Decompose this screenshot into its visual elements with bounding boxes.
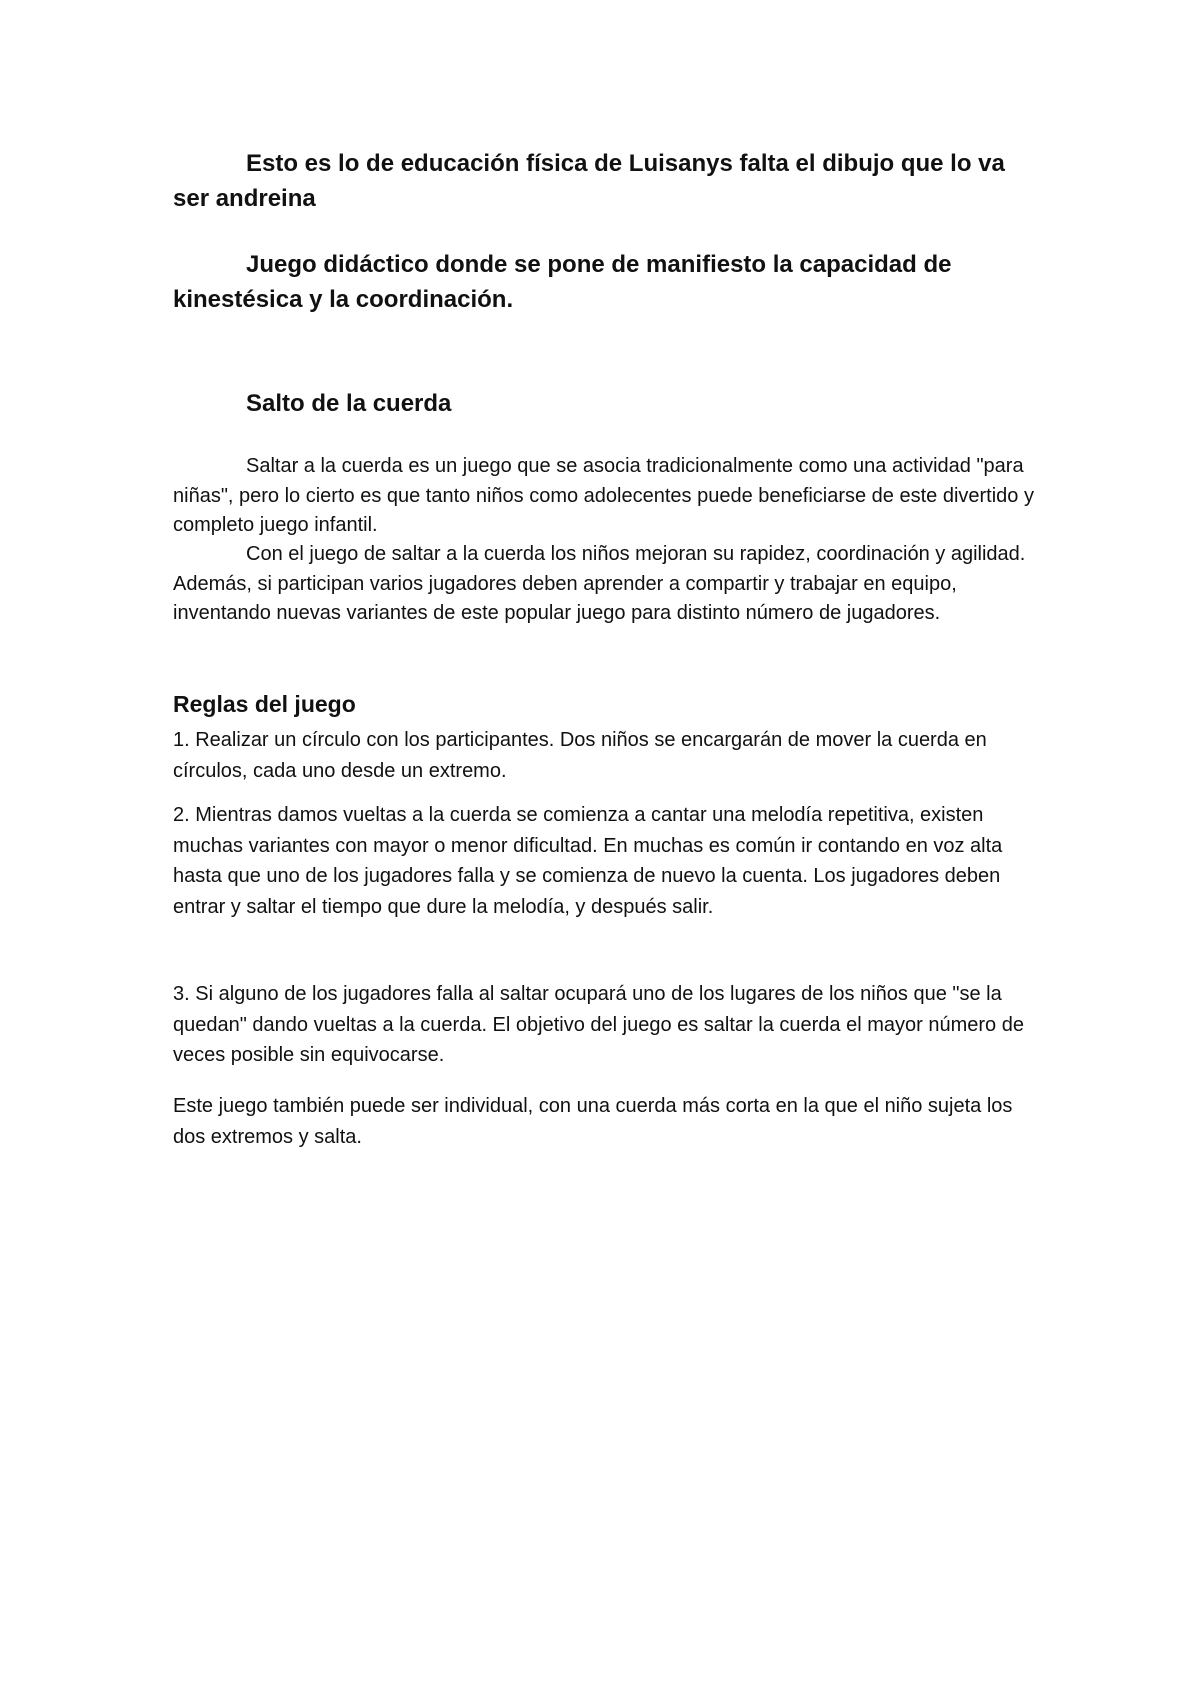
intro-subtitle — [173, 247, 1043, 317]
section-title — [173, 386, 1043, 421]
paragraph-2-text: Con el juego de saltar a la cuerda los niños mejoran su rapidez, coordinación y agilidad. Además, si participan varios jugadores deben aprender a compartir y trabajar en equipo, inventando nuevas variantes de este popular juego para distinto número de jugadores. — [173, 543, 1026, 624]
paragraph-2 — [173, 540, 1043, 629]
rule-item-3: 3. Si alguno de los jugadores falla al saltar ocupará uno de los lugares de los niños que "se la quedan" dando vueltas a la cuerda. El objetivo del juego es saltar la cuerda el mayor número de veces posible sin equivocarse. — [173, 983, 1024, 1066]
section-title-text: Salto de la cuerda — [246, 390, 452, 417]
rule-item-2: 2. Mientras damos vueltas a la cuerda se comienza a cantar una melodía repetitiva, existen muchas variantes con mayor o menor dificultad. En muchas es común ir contando en voz alta hasta que uno de los jugadores falla y se comienza de nuevo la cuenta. Los jugadores deben entrar y saltar el tiempo que dure la melodía, y después salir. — [173, 804, 1003, 918]
intro-note-text: Esto es lo de educación física de Luisanys falta el dibujo que lo va ser andreina — [173, 150, 1005, 212]
rules-title: Reglas del juego — [173, 691, 356, 717]
intro-subtitle-text: Juego didáctico donde se pone de manifiesto la capacidad de kinestésica y la coordinación. — [173, 251, 952, 313]
intro-note — [173, 146, 1043, 216]
paragraph-1-text: Saltar a la cuerda es un juego que se asocia tradicionalmente como una actividad "para niñas", pero lo cierto es que tanto niños como adolecentes puede beneficiarse de este divertido y completo juego infantil. — [173, 455, 1034, 536]
rule-item-1: 1. Realizar un círculo con los participantes. Dos niños se encargarán de mover la cuerda en círculos, cada uno desde un extremo. — [173, 729, 987, 782]
closing-paragraph: Este juego también puede ser individual, con una cuerda más corta en la que el niño sujeta los dos extremos y salta. — [173, 1095, 1013, 1148]
paragraph-1 — [173, 452, 1043, 541]
